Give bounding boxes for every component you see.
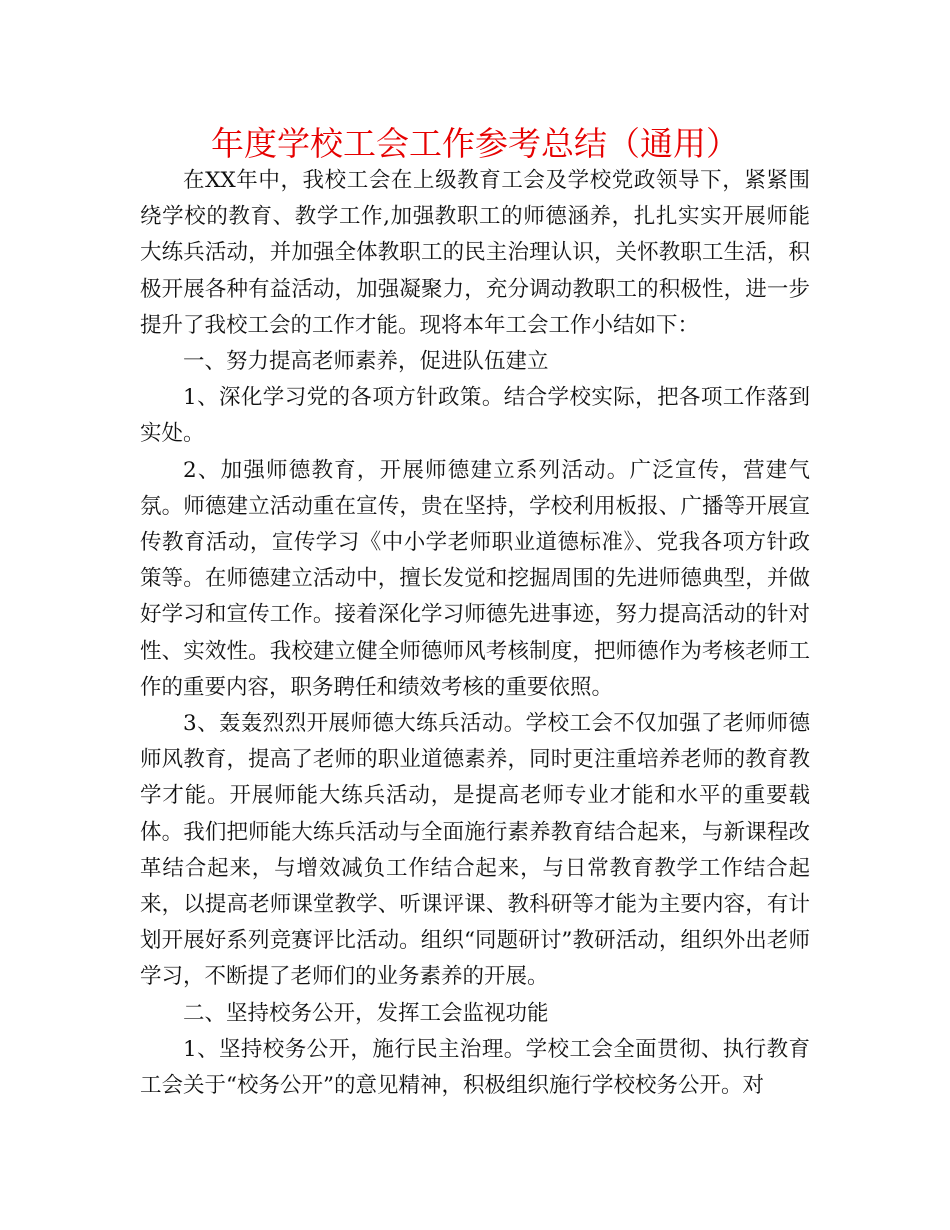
- paragraph-1-1: 1、深化学习党的各项方针政策。结合学校实际，把各项工作落到实处。: [140, 385, 810, 447]
- section-heading-2: 二、坚持校务公开，发挥工会监视功能: [183, 1000, 549, 1026]
- paragraph-intro: 在XX年中，我校工会在上级教育工会及学校党政领导下，紧紧围绕学校的教育、教学工作,加强教职工的师德涵养，扎扎实实开展师能大练兵活动，并加强全体教职工的民主治理认识，关怀教职工生活，积极开展各种有益活动，加强凝聚力，充分调动教职工的积极性，进一步提升了我校工会的工作才能。现将本年工会工作小结如下：: [140, 168, 810, 338]
- document-body: [140, 163, 810, 1104]
- paragraph-2-1: 1、坚持校务公开，施行民主治理。学校工会全面贯彻、执行教育工会关于“校务公开”的意见精神，积极组织施行学校校务公开。对: [140, 1036, 810, 1099]
- section-heading-1: 一、努力提高老师素养，促进队伍建立: [183, 349, 549, 375]
- paragraph-1-2: 2、加强师德教育，开展师德建立系列活动。广泛宣传，营建气氛。师德建立活动重在宣传，贵在坚持，学校利用板报、广播等开展宣传教育活动，宣传学习《中小学老师职业道德标准》、党我各项方针政策等。在师德建立活动中，擅长发觉和挖掘周围的先进师德典型，并做好学习和宣传工作。接着深化学习师德先进事迹，努力提高活动的针对性、实效性。我校建立健全师德师风考核制度，把师德作为考核老师工作的重要内容，职务聘任和绩效考核的重要依照。: [140, 457, 810, 700]
- paragraph-1-3: 3、轰轰烈烈开展师德大练兵活动。学校工会不仅加强了老师师德师风教育，提高了老师的职业道德素养，同时更注重培养老师的教育教学才能。开展师能大练兵活动，是提高老师专业才能和水平的重要载体。我们把师能大练兵活动与全面施行素养教育结合起来，与新课程改革结合起来，与增效减负工作结合起来，与日常教育教学工作结合起来，以提高老师课堂教学、听课评课、教科研等才能为主要内容，有计划开展好系列竞赛评比活动。组织“同题研讨”教研活动，组织外出老师学习，不断提了老师们的业务素养的开展。: [140, 711, 810, 990]
- document-title: 年度学校工会工作参考总结（通用）: [211, 124, 739, 163]
